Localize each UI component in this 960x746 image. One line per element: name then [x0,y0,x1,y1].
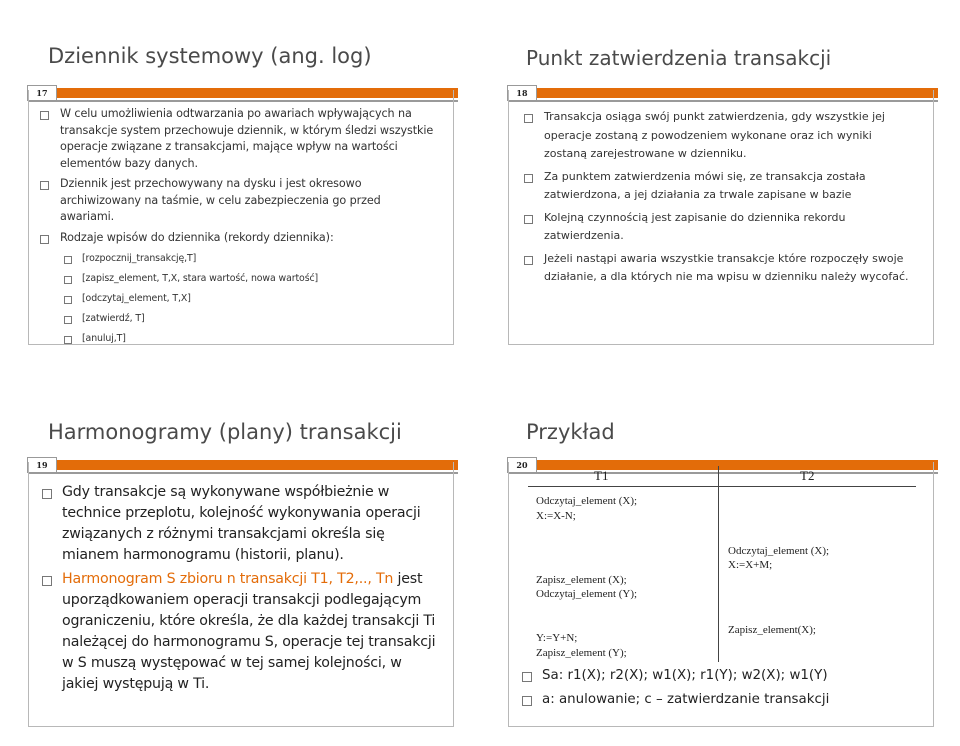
bullet-item: Dziennik jest przechowywany na dysku i jest okresowo archiwizowany na taśmie, w celu zabezpieczenia go przed awariami. [38,176,438,226]
slide-title: Przykład [526,420,615,444]
bullet-item: Sa: r1(X); r2(X); w1(X); r1(Y); w2(X); w1(Y) [520,664,920,688]
sub-bullet-list [62,252,438,346]
highlighted-text: Harmonogram S zbioru n transakcji T1, T2,.., Tn [62,571,394,587]
sub-bullet-item: [zapisz_element, T,X, stara wartość, nowa wartość] [62,272,438,286]
t1-op: Zapisz_element (X); [536,574,627,586]
bullet-item: a: anulowanie; c – zatwierdzanie transakcji [520,688,920,712]
bullet-item: W celu umożliwienia odtwarzania po awariach wpływających na transakcje system przechowuje dziennik, w którym śledzi wszystkie operacje związane z transakcjami, mające wpływ na wartości elementów bazy danych. [38,106,438,172]
bullet-item: Kolejną czynnością jest zapisanie do dziennika rekordu zatwierdzenia. [522,209,914,246]
bullet-list [520,664,920,712]
sub-bullet-item: [zatwierdź, T] [62,312,438,326]
sub-bullet-item: [odczytaj_element, T,X] [62,292,438,306]
bullet-item: Jeżeli nastąpi awaria wszystkie transakcje które rozpoczęły swoje działanie, a dla których nie ma wpisu w dzienniku należy wycofać. [522,250,914,287]
t1-op: Y:=Y+N; [536,632,578,644]
t1-op: Odczytaj_element (Y); [536,588,638,600]
bullet-item [40,569,440,695]
slide-number: 17 [27,85,57,101]
schedule-table [528,466,916,662]
t1-op: Zapisz_element (Y); [536,647,627,659]
t1-op: X:=X-N; [536,510,576,522]
slide-title: Punkt zatwierdzenia transakcji [526,46,832,70]
sub-bullet-item: [rozpocznij_transakcję,T] [62,252,438,266]
bullet-text: jest uporządkowaniem operacji transakcji podlegającym ograniczeniu, które określa, że dla każdej transakcji Ti należącej do harmonogramu S, operacje tej transakcji w S muszą występować w tej samej kolejności, w jakiej występują w Ti. [62,571,436,692]
table-column-divider [718,466,719,662]
bullet-list [40,482,440,695]
slide-20 [508,396,938,731]
bullet-item: Rodzaje wpisów do dziennika (rekordy dziennika): [38,230,438,247]
bullet-item: Gdy transakcje są wykonywane współbieżnie w technice przeplotu, kolejność wykonywania operacji związanych z różnymi transakcjami określa się mianem harmonogramu (historii, planu). [40,482,440,566]
slide-19 [28,396,458,731]
slide-17 [28,20,458,350]
bullet-list [522,108,914,287]
slide-title: Harmonogramy (plany) transakcji [48,420,402,444]
table-header-line [528,486,916,487]
t1-op: Odczytaj_element (X); [536,495,638,507]
t2-op: Odczytaj_element (X); [728,545,830,557]
bullet-item: Transakcja osiąga swój punkt zatwierdzenia, gdy wszystkie jej operacje zostaną z powodzeniem wykonane oraz ich wyniki zostaną zarejestrowane w dzienniku. [522,108,914,164]
slide-title: Dziennik systemowy (ang. log) [48,44,372,68]
column-header-t2: T2 [800,468,815,483]
t2-op: X:=X+M; [728,559,773,571]
slide-18 [508,20,938,350]
column-header-t1: T1 [594,468,609,483]
slide-number: 19 [27,457,57,473]
slide-number: 20 [507,457,537,473]
sub-bullet-item: [anuluj,T] [62,332,438,346]
bullet-list [38,106,438,246]
bullet-item: Za punktem zatwierdzenia mówi się, ze transakcja została zatwierdzona, a jej działania za trwale zapisane w bazie [522,168,914,205]
t2-op: Zapisz_element(X); [728,624,816,636]
slide-number: 18 [507,85,537,101]
